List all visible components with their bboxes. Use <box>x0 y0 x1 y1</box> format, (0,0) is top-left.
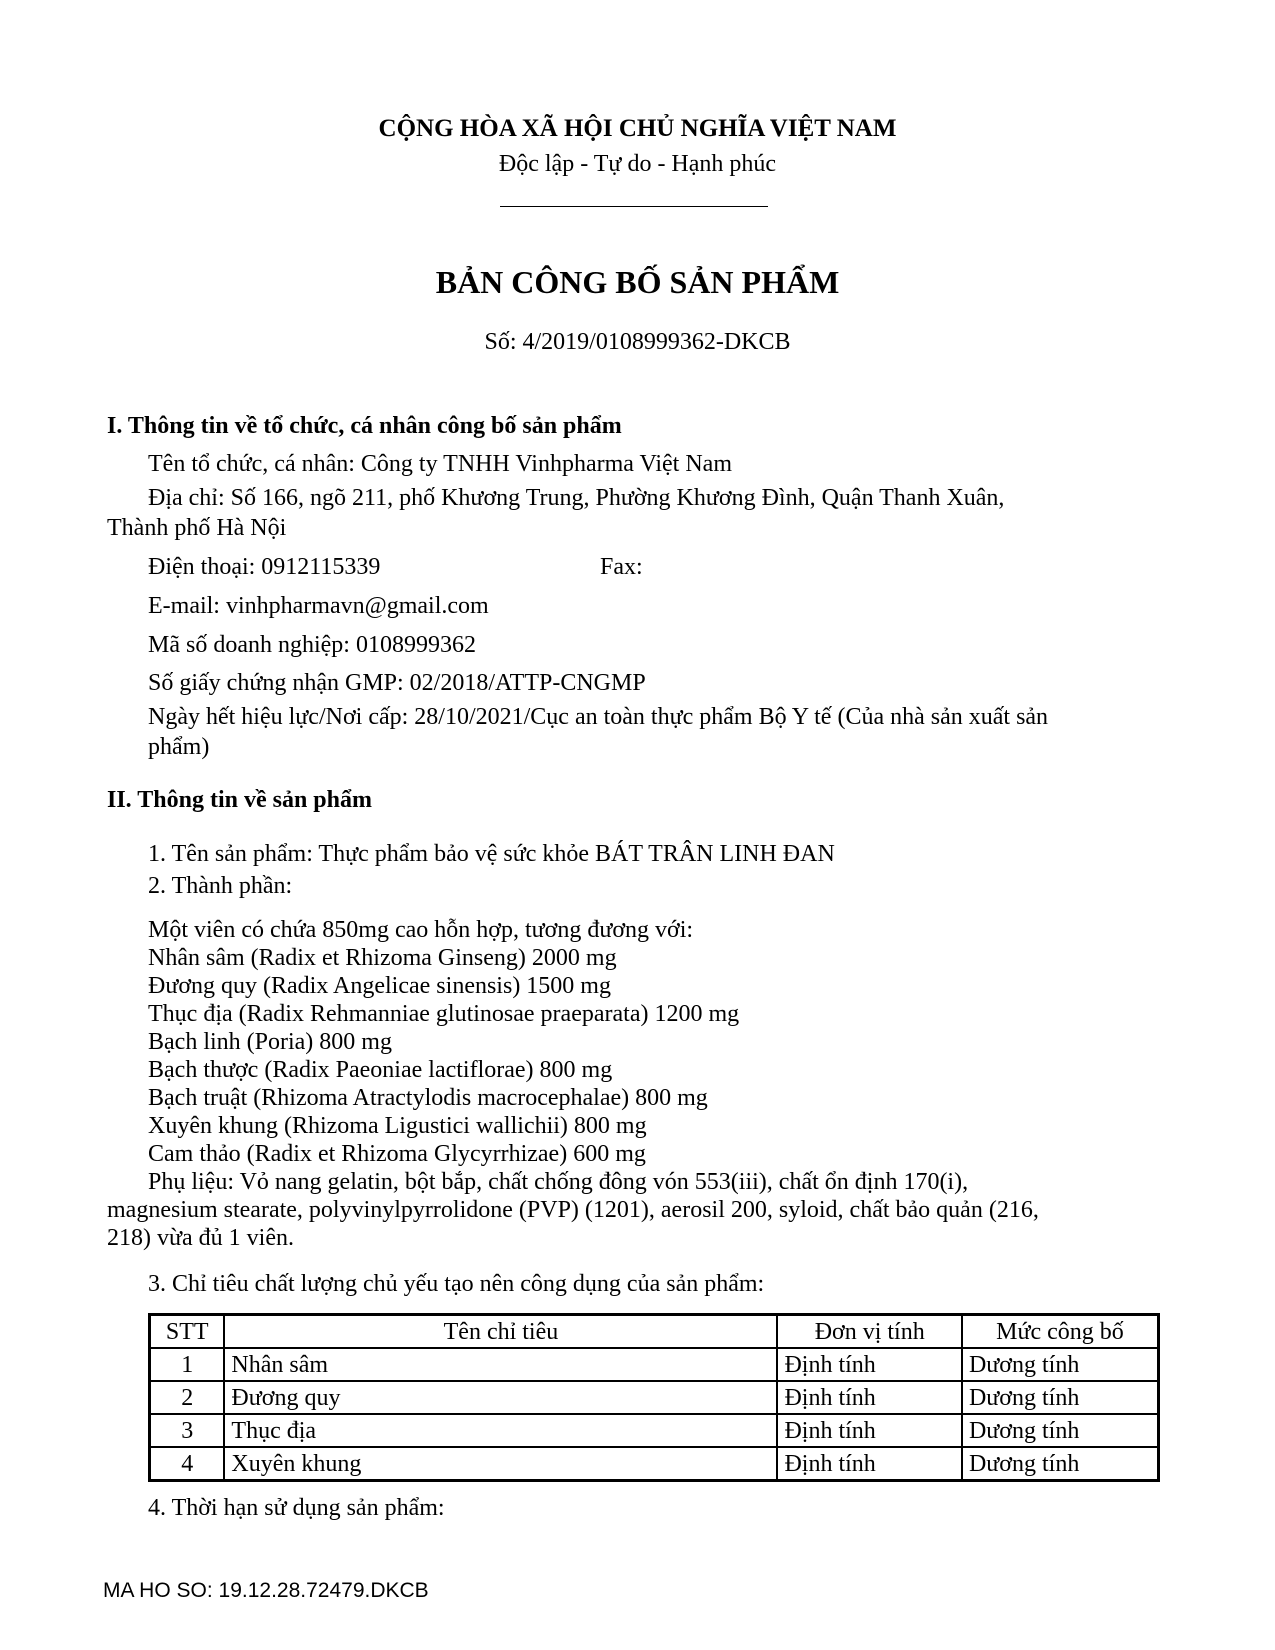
business-code: Mã số doanh nghiệp: 0108999362 <box>148 632 476 658</box>
section1-heading: I. Thông tin về tổ chức, cá nhân công bố sản phẩm <box>107 413 622 439</box>
national-title: CỘNG HÒA XÃ HỘI CHỦ NGHĨA VIỆT NAM <box>378 115 897 142</box>
expiry-line2: phẩm) <box>148 734 210 760</box>
excipients-line2: magnesium stearate, polyvinylpyrrolidone (PVP) (1201), aerosil 200, syloid, chất bảo quản (216, <box>107 1197 1039 1223</box>
cell-declared-level: Dương tính <box>962 1348 1159 1381</box>
document-title: BẢN CÔNG BỐ SẢN PHẨM <box>435 264 840 300</box>
org-name: Tên tổ chức, cá nhân: Công ty TNHH Vinhpharma Việt Nam <box>148 451 733 477</box>
cell-criterion: Xuyên khung <box>224 1447 777 1481</box>
cell-stt: 4 <box>150 1447 225 1481</box>
file-code-footer: MA HO SO: 19.12.28.72479.DKCB <box>103 1579 429 1602</box>
cell-declared-level: Dương tính <box>962 1381 1159 1414</box>
ingredient-item: Bạch linh (Poria) 800 mg <box>148 1029 392 1055</box>
table-row <box>150 1348 1159 1381</box>
email: E-mail: vinhpharmavn@gmail.com <box>148 593 489 619</box>
phone: Điện thoại: 0912115339 <box>148 554 381 580</box>
document-number: Số: 4/2019/0108999362-DKCB <box>484 329 791 355</box>
section2-heading: II. Thông tin về sản phẩm <box>107 787 372 813</box>
header-divider <box>500 206 768 207</box>
national-motto: Độc lập - Tự do - Hạnh phúc <box>498 151 777 177</box>
quality-label: 3. Chỉ tiêu chất lượng chủ yếu tạo nên công dụng của sản phẩm: <box>148 1271 765 1297</box>
product-name: 1. Tên sản phẩm: Thực phẩm bảo vệ sức khỏe BÁT TRÂN LINH ĐAN <box>148 841 835 867</box>
address-line2: Thành phố Hà Nội <box>107 515 287 541</box>
header-stt: STT <box>150 1315 225 1349</box>
table-row <box>150 1447 1159 1481</box>
header-unit: Đơn vị tính <box>777 1315 961 1349</box>
ingredient-item: Bạch thược (Radix Paeoniae lactiflorae) 800 mg <box>148 1057 613 1083</box>
ingredient-item: Thục địa (Radix Rehmanniae glutinosae praeparata) 1200 mg <box>148 1001 740 1027</box>
header-criterion: Tên chỉ tiêu <box>224 1315 777 1349</box>
cell-criterion: Thục địa <box>224 1414 777 1447</box>
table-header-row <box>150 1315 1159 1349</box>
shelf-life-label: 4. Thời hạn sử dụng sản phẩm: <box>148 1495 445 1521</box>
ingredient-item: Cam thảo (Radix et Rhizoma Glycyrrhizae) 600 mg <box>148 1141 646 1167</box>
fax: Fax: <box>600 554 643 580</box>
gmp-certificate: Số giấy chứng nhận GMP: 02/2018/ATTP-CNGMP <box>148 670 646 696</box>
ingredient-item: Đương quy (Radix Angelicae sinensis) 1500 mg <box>148 973 611 999</box>
ingredient-item: Xuyên khung (Rhizoma Ligustici wallichii) 800 mg <box>148 1113 647 1139</box>
cell-unit: Định tính <box>777 1348 961 1381</box>
cell-unit: Định tính <box>777 1414 961 1447</box>
cell-stt: 3 <box>150 1414 225 1447</box>
quality-table <box>148 1313 1160 1482</box>
ingredient-item: Nhân sâm (Radix et Rhizoma Ginseng) 2000 mg <box>148 945 617 971</box>
excipients-line1: Phụ liệu: Vỏ nang gelatin, bột bắp, chất chống đông vón 553(iii), chất ổn định 170(i), <box>148 1169 969 1195</box>
address-line1: Địa chỉ: Số 166, ngõ 211, phố Khương Trung, Phường Khương Đình, Quận Thanh Xuân, <box>148 485 1005 511</box>
cell-unit: Định tính <box>777 1381 961 1414</box>
composition-label: 2. Thành phần: <box>148 873 293 899</box>
cell-declared-level: Dương tính <box>962 1414 1159 1447</box>
excipients-line3: 218) vừa đủ 1 viên. <box>107 1225 294 1251</box>
table-row <box>150 1381 1159 1414</box>
table-row <box>150 1414 1159 1447</box>
cell-stt: 1 <box>150 1348 225 1381</box>
ingredient-item: Bạch truật (Rhizoma Atractylodis macrocephalae) 800 mg <box>148 1085 708 1111</box>
cell-criterion: Nhân sâm <box>224 1348 777 1381</box>
cell-stt: 2 <box>150 1381 225 1414</box>
cell-declared-level: Dương tính <box>962 1447 1159 1481</box>
cell-criterion: Đương quy <box>224 1381 777 1414</box>
cell-unit: Định tính <box>777 1447 961 1481</box>
header-declared-level: Mức công bố <box>962 1315 1159 1349</box>
expiry-line1: Ngày hết hiệu lực/Nơi cấp: 28/10/2021/Cục an toàn thực phẩm Bộ Y tế (Của nhà sản xuất sản <box>148 704 1049 730</box>
composition-intro: Một viên có chứa 850mg cao hỗn hợp, tương đương với: <box>148 917 694 943</box>
